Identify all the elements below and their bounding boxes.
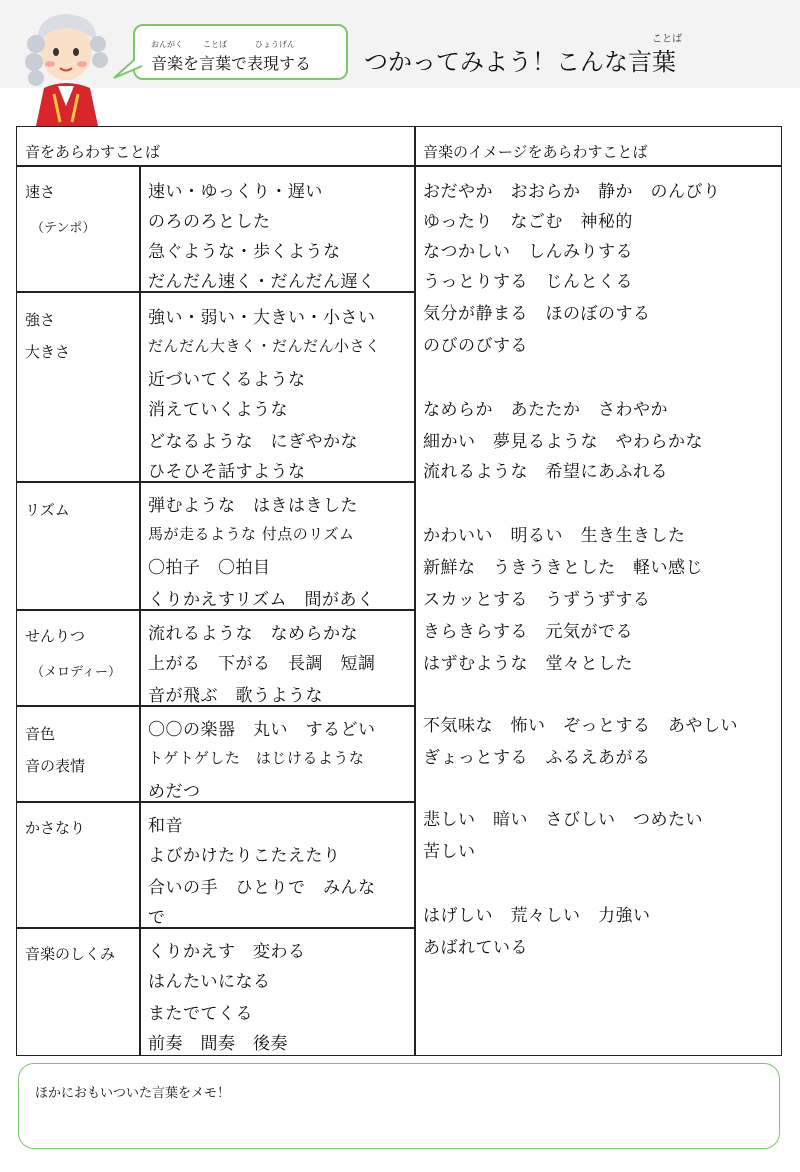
category-speed-sub: （テンポ） [31, 221, 96, 236]
speed-line: だんだん速く・だんだん遅く [148, 272, 376, 292]
rhythm-line: くりかえすリズム 間があく [148, 590, 375, 610]
composer-avatar-icon [14, 6, 118, 126]
image-line: 流れるような 希望にあふれる [423, 462, 668, 482]
texture-line: で [148, 908, 166, 928]
row-rule [17, 801, 414, 803]
speed-line: のろのろとした [148, 212, 271, 232]
bubble-text: 音楽を言葉で表現する [151, 54, 312, 73]
image-line: うっとりする じんとくる [423, 272, 633, 292]
page-title: つかってみよう！こんな言葉 [364, 48, 676, 76]
image-line: 悲しい 暗い さびしい つめたい [423, 810, 703, 830]
image-line: 新鮮な うきうきとした 軽い感じ [423, 558, 703, 578]
image-line: なつかしい しんみりする [423, 242, 633, 262]
bubble-tail-icon [112, 58, 146, 82]
bubble-ruby-hyougen: ひょうげん [255, 40, 295, 49]
image-line: 気分が静まる ほのぼのする [423, 304, 651, 324]
bubble-ruby-ongaku: おんがく [151, 40, 183, 49]
image-line: のびのびする [423, 336, 528, 356]
bubble-ruby-kotoba: ことば [203, 40, 227, 49]
memo-box[interactable] [18, 1063, 780, 1149]
column-divider [414, 127, 416, 1055]
image-line: ゆったり なごむ 神秘的 [423, 212, 633, 232]
category-speed: 速さ [25, 183, 56, 201]
category-melody: せんりつ [25, 627, 86, 645]
category-structure: 音楽のしくみ [25, 945, 116, 963]
timbre-line: 〇〇の楽器 丸い するどい [148, 720, 376, 740]
category-strength: 強さ [25, 311, 56, 329]
texture-line: 合いの手 ひとりで みんな [148, 878, 376, 898]
category-timbre: 音色 [25, 725, 56, 743]
row-rule [17, 927, 414, 929]
category-rhythm: リズム [25, 501, 70, 519]
rhythm-line: 弾むような はきはきした [148, 496, 358, 516]
strength-line: 近づいてくるような [148, 370, 306, 390]
speed-line: 急ぐような・歩くような [148, 242, 341, 262]
strength-line: ひそひそ話すような [148, 462, 306, 482]
timbre-line: トゲトゲした はじけるような [148, 749, 365, 767]
image-line: きらきらする 元気がでる [423, 622, 633, 642]
image-line: スカッとする うずうずする [423, 590, 651, 610]
rhythm-line: 〇拍子 〇拍目 [148, 558, 271, 578]
structure-line: くりかえす 変わる [148, 942, 306, 962]
image-line: 細かい 夢見るような やわらかな [423, 432, 703, 452]
image-line: なめらか あたたか さわやか [423, 400, 668, 420]
category-texture: かさなり [25, 819, 86, 837]
memo-label: ほかにおもいついた言葉をメモ！ [35, 1086, 231, 1101]
image-line: ぎょっとする ふるえあがる [423, 748, 651, 768]
title-ruby: ことば [652, 34, 682, 45]
category-melody-sub: （メロディー） [31, 665, 121, 680]
structure-line: はんたいになる [148, 972, 271, 992]
left-column-header: 音をあらわすことば [25, 143, 161, 161]
image-line: はげしい 荒々しい 力強い [423, 906, 651, 926]
structure-line: またでてくる [148, 1004, 253, 1024]
melody-line: 音が飛ぶ 歌うような [148, 686, 323, 706]
structure-line: 前奏 間奏 後奏 [148, 1034, 288, 1054]
category-timbre-sub: 音の表情 [25, 757, 86, 775]
image-line: はずむような 堂々とした [423, 654, 633, 674]
strength-line: 消えていくような [148, 400, 288, 420]
strength-line: 強い・弱い・大きい・小さい [148, 308, 376, 328]
speech-bubble [133, 24, 348, 80]
texture-line: よびかけたりこたえたり [148, 846, 341, 866]
image-line: あばれている [423, 938, 528, 958]
category-strength-sub: 大きさ [25, 343, 71, 361]
speed-line: 速い・ゆっくり・遅い [148, 182, 323, 202]
strength-line: だんだん大きく・だんだん小さく [148, 337, 381, 355]
header-rule [17, 165, 781, 167]
image-line: かわいい 明るい 生き生きした [423, 526, 686, 546]
texture-line: 和音 [148, 816, 183, 836]
right-column-header: 音楽のイメージをあらわすことば [423, 143, 648, 161]
vocabulary-table [16, 126, 782, 1056]
melody-line: 上がる 下がる 長調 短調 [148, 654, 376, 674]
rhythm-line: 馬が走るような 付点のリズム [148, 525, 355, 543]
image-line: 不気味な 怖い ぞっとする あやしい [423, 716, 738, 736]
image-line: 苦しい [423, 842, 476, 862]
strength-line: どなるような にぎやかな [148, 432, 358, 452]
timbre-line: めだつ [148, 782, 201, 802]
melody-line: 流れるような なめらかな [148, 624, 358, 644]
image-line: おだやか おおらか 静か のんびり [423, 182, 721, 202]
